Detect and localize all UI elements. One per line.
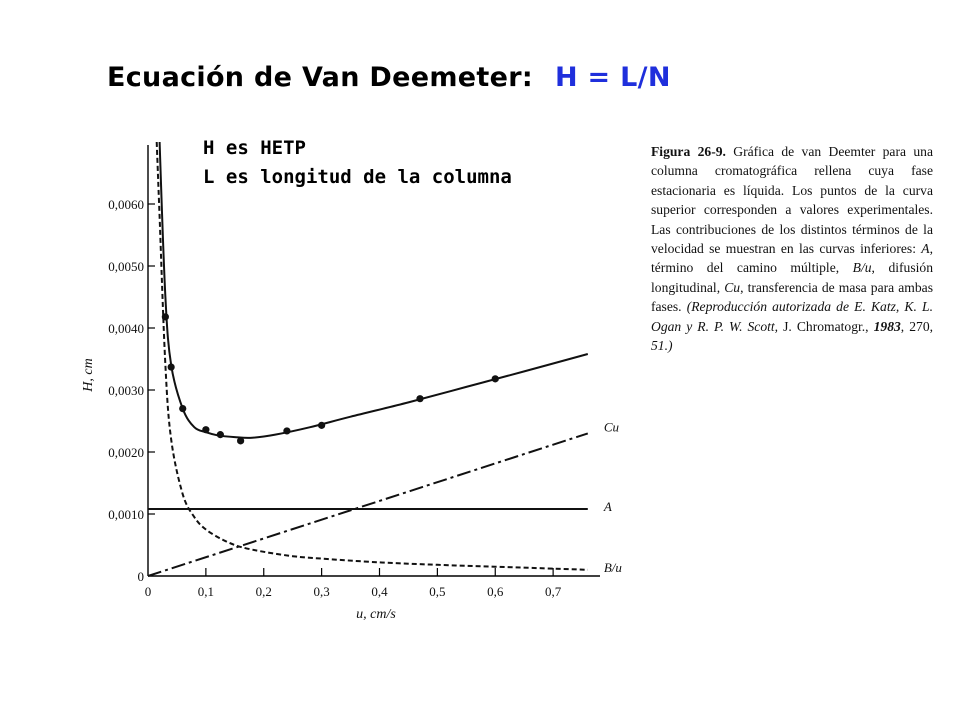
chart-labels [81,358,622,622]
caption-text-4: , transferencia de masa para ambas fases. [651,279,933,315]
title-equation: H = L/N [554,62,671,93]
caption-label: Figura 26-9. [651,144,726,159]
title-lead: Ecuación de Van Deemeter: [107,62,533,93]
series-line-b-u [157,142,588,570]
experimental-point [179,405,186,412]
series-line-cu [148,433,588,576]
caption-volume: 51.) [651,338,673,354]
figure-caption [651,142,933,355]
x-tick-label: 0,3 [313,584,330,599]
y-tick-label: 0,0030 [108,383,144,398]
experimental-point [492,375,499,382]
experimental-point [168,363,175,370]
caption-term-bu: B/u [852,260,872,276]
caption-term-cu: Cu [724,279,741,295]
x-tick-label: 0,6 [487,584,504,599]
x-tick-label: 0,7 [545,584,562,599]
experimental-point [217,431,224,438]
x-tick-label: 0,4 [371,584,388,599]
y-tick-label: 0 [137,569,144,584]
y-tick-label: 0,0060 [108,197,144,212]
experimental-point [202,426,209,433]
caption-year: 1983 [873,318,901,334]
caption-journal: J. Chromatogr., [778,318,874,334]
caption-term-a: A [921,241,930,257]
chart-series [148,142,588,576]
caption-reference: (Reproducción autorizada de E. Katz, K. L. Ogan y R. P. W. Scott, [651,299,933,334]
chart-axes [108,145,600,599]
series-label-a: A [603,499,612,515]
y-tick-label: 0,0040 [108,321,144,336]
x-tick-label: 0,2 [255,584,272,599]
x-tick-label: 0,5 [429,584,446,599]
experimental-point [283,427,290,434]
caption-comma: , [900,318,905,334]
experimental-point [416,395,423,402]
caption-pages: 270, [904,318,934,334]
x-axis-label: u, cm/s [356,607,396,622]
note-hetp: H es HETP [203,137,306,159]
series-label-cu: Cu [603,419,620,435]
series-label-b-u: B/u [603,559,622,575]
y-tick-label: 0,0010 [108,507,144,522]
experimental-point [237,437,244,444]
experimental-point [318,422,325,429]
y-tick-label: 0,0020 [108,445,144,460]
caption-text-1: Gráfica de van Deemter para una columna cromatográfica rellena cuya fase estacionaria es líquida. Los puntos de la curva superior corresponden a valores experimentales. Las contribuciones de los distintos términos de la velocidad se muestran en las curvas inferiores: [651,144,933,257]
x-tick-label: 0 [144,584,152,599]
caption-text-2: , término del camino múltiple, [651,241,933,276]
note-length: L es longitud de la columna [203,166,512,188]
caption-text-3: , difusión longitudinal, [651,260,933,295]
y-tick-label: 0,0050 [108,259,144,274]
y-axis-label: H, cm [81,358,96,392]
notes-block [203,134,512,192]
x-tick-label: 0,1 [197,584,214,599]
